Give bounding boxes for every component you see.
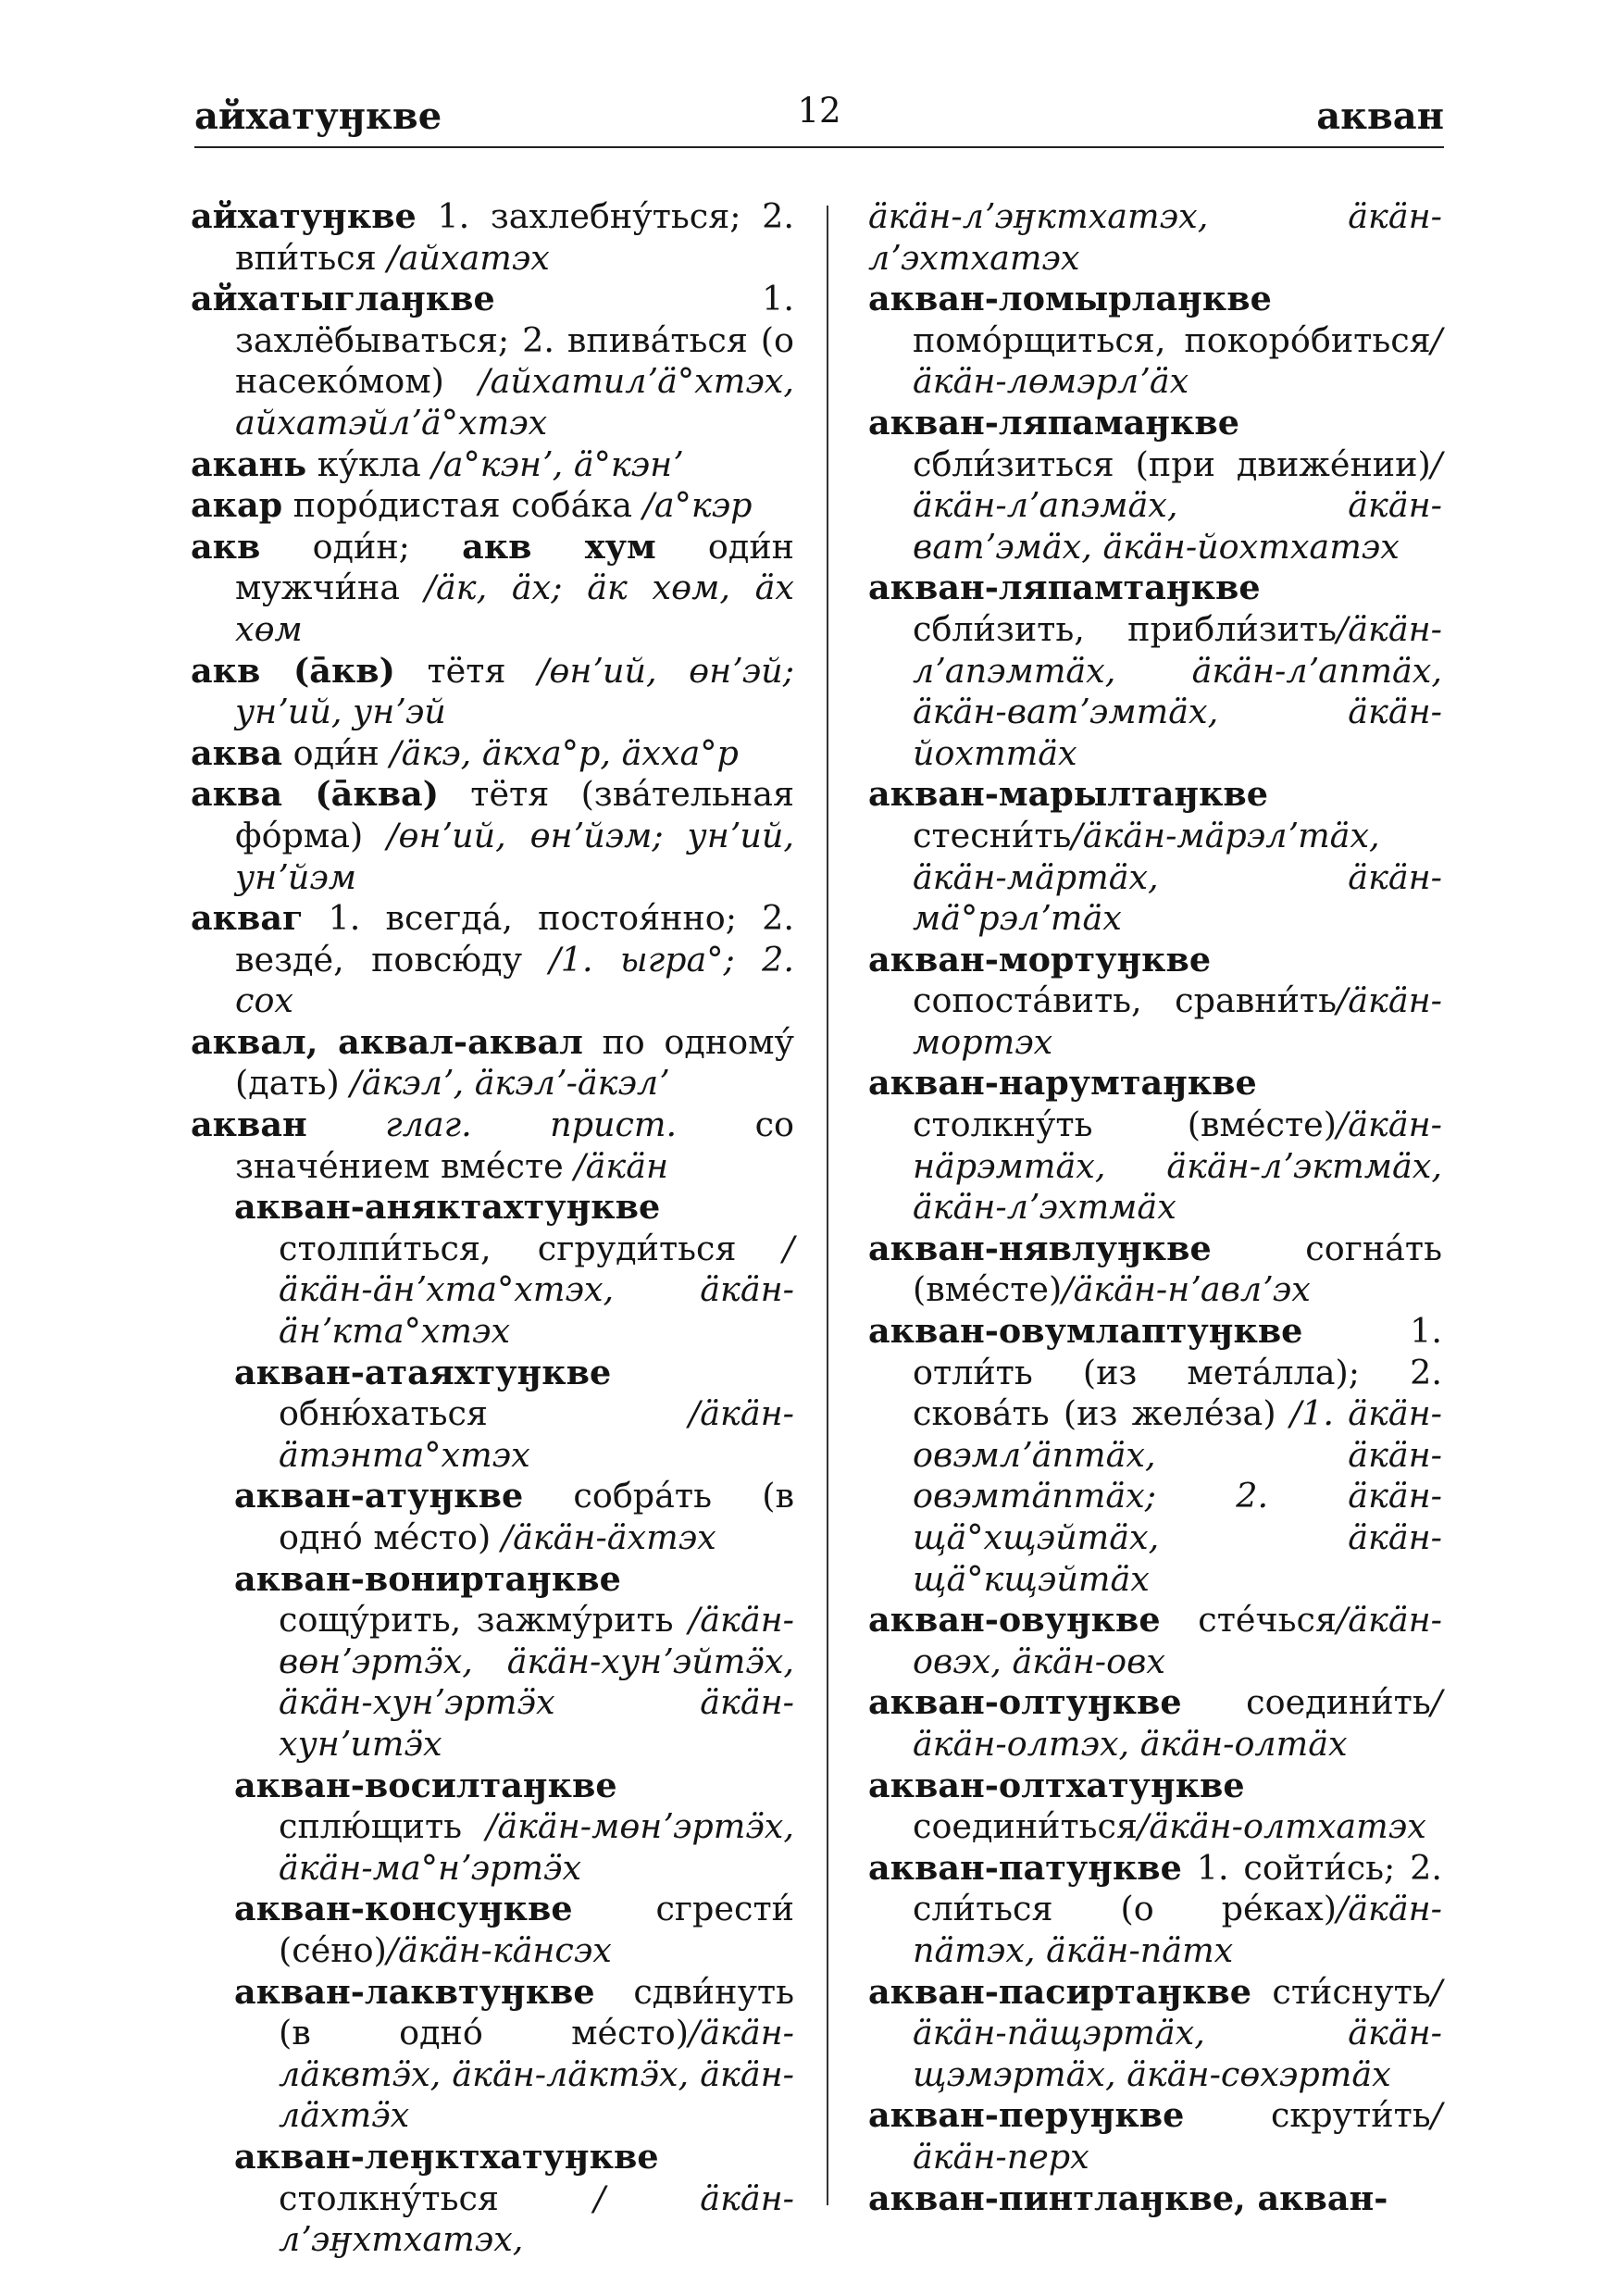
headword: акв хум	[462, 526, 656, 567]
dictionary-entry	[191, 279, 794, 443]
headword: аквал, аквал-аквал	[191, 1021, 583, 1062]
dictionary-entry	[191, 2137, 794, 2261]
definition: соедини́ть	[1181, 1682, 1431, 1723]
definition: соедини́ться	[913, 1806, 1139, 1847]
definition: ку́кла	[306, 443, 432, 484]
definition: скрути́ть	[1184, 2095, 1431, 2136]
definition: сбли́зиться (при движе́нии)	[913, 443, 1431, 484]
dictionary-entry	[191, 1889, 794, 1971]
headword: акван-леӈктхатуӈкве	[234, 2136, 659, 2177]
mansi-translation: /ӓкӓн-мӓрэлʼтӓх, ӓкӓн-мӓртӓх, ӓкӓн-мӓ°рэлʼтӓх	[913, 815, 1442, 939]
dictionary-entry	[191, 1766, 794, 1890]
definition: оди́н;	[260, 526, 463, 567]
column-divider	[827, 206, 828, 2205]
mansi-translation: /а°кэр	[642, 485, 753, 526]
definition: тётя (зва́тельная фо́рма)	[235, 774, 794, 855]
definition: 1. захлёбываться; 2. впива́ться (о насеко́мом)	[235, 279, 794, 402]
dictionary-entry	[868, 1600, 1442, 1682]
definition: сдви́нуть (в одно́ ме́сто)	[279, 1971, 794, 2053]
dictionary-entry	[191, 1022, 794, 1104]
headword: акань	[191, 443, 307, 484]
page-number: 12	[797, 91, 841, 131]
headword: акван-атаяхтуӈкве	[234, 1352, 612, 1392]
mansi-translation: /айхатилʼӓ°хтэх, айхатэйлʼӓ°хтэх	[235, 361, 794, 443]
definition: тётя	[394, 650, 539, 691]
definition: 1. отли́ть (из мета́лла); 2. скова́ть (из желе́за)	[913, 1311, 1442, 1434]
mansi-translation: /ӓкӓн-овэх, ӓкӓн-овх	[913, 1600, 1442, 1681]
headword: акван-атуӈкве	[234, 1476, 524, 1516]
page-header	[194, 89, 1444, 154]
mansi-translation: /ӓкӓн-вөнʼэртӭх, ӓкӓн-хунʼэйтӭх, ӓкӓн-хунʼэртӭх ӓкӓн-хунʼитӭх	[279, 1600, 794, 1764]
mansi-translation: / ӓкӓн-лʼэӈхтхатэх,	[279, 2177, 794, 2260]
dictionary-entry	[191, 485, 794, 527]
definition: стесни́ть	[913, 815, 1072, 855]
headword: акван	[191, 1104, 307, 1145]
mansi-translation: /ӓкӓн-нʼавлʼэх	[1062, 1269, 1311, 1310]
headword: акван-пасиртаӈкве	[868, 1971, 1251, 2012]
dictionary-entry	[868, 1311, 1442, 1600]
definition: согна́ть (вме́сте)	[913, 1228, 1442, 1310]
mansi-translation: /өнʼий, өнʼйэм; унʼий, унʼйэм	[235, 815, 794, 897]
mansi-translation: /ӓкӓн-олтэх, ӓкӓн-олтӓх	[913, 1682, 1442, 1764]
dictionary-entry	[868, 774, 1442, 939]
definition: сгрести́ (се́но)	[279, 1889, 794, 1970]
dictionary-entry	[191, 1476, 794, 1558]
dictionary-entry	[191, 1353, 794, 1477]
headword: акван-олтхатуӈкве	[868, 1765, 1245, 1805]
running-head-right: акван	[1316, 94, 1444, 138]
definition: оди́н мужчи́на	[235, 526, 794, 608]
mansi-translation: /ӓкӓн-ӓтэнта°хтэх	[279, 1393, 794, 1475]
headword: акван-аняктахтуӈкве	[234, 1187, 661, 1228]
definition: сощу́рить, зажму́рить	[279, 1600, 689, 1641]
mansi-translation: /а°кэнʼ, ӓ°кэнʼ	[431, 443, 683, 484]
mansi-translation: /ӓкӓн-лӓквтӭх, ӓкӓн-лӓктӭх, ӓкӓн-лӓхтӭх	[279, 2013, 794, 2136]
definition: сплю́щить	[279, 1806, 487, 1847]
headword: акван-овумлаптуӈкве	[868, 1311, 1303, 1352]
mansi-translation: /ӓкӓн-лөмэрлʼӓх	[913, 319, 1442, 402]
mansi-translation: /өнʼий, өнʼэй; унʼий, унʼэй	[235, 650, 794, 732]
headword: аква (а̄ква)	[191, 774, 439, 815]
definition: помо́рщиться, покоро́биться	[913, 319, 1431, 360]
dictionary-entry	[868, 2178, 1442, 2220]
headword: акван-овуӈкве	[868, 1600, 1161, 1641]
headword: аква	[191, 732, 283, 773]
dictionary-entry	[191, 527, 794, 651]
dictionary-entry	[868, 1848, 1442, 1972]
dictionary-entry	[868, 940, 1442, 1064]
definition: 1. захлебну́ться; 2. впи́ться	[235, 196, 794, 278]
mansi-translation: /ӓкӓн-кӓнсэх	[386, 1929, 612, 1970]
headword: акв (а̄кв)	[191, 650, 395, 691]
mansi-translation: /ӓкӓн-ӓнʼхта°хтэх, ӓкӓн-ӓнʼкта°хтэх	[279, 1228, 794, 1352]
headword: акван-марылтаӈкве	[868, 774, 1269, 815]
headword: акван-пинтлаӈкве, акван-	[868, 2177, 1388, 2218]
definition: 1. всегда́, постоя́нно; 2. везде́, повсю́ду	[235, 898, 794, 980]
mansi-translation: /1. ӓкӓн-овэмлʼӓптӓх, ӓкӓн-овэмтӓптӓх; 2. ӓкӓн-щӓ°хщэйтӓх, ӓкӓн-щӓ°кщэйтӓх	[913, 1393, 1442, 1599]
mansi-translation: /ӓкӓн-ӓхтэх	[501, 1517, 716, 1557]
headword: акв	[191, 526, 261, 567]
running-head-left: айхатуӈкве	[194, 94, 442, 138]
dictionary-entry	[868, 403, 1442, 568]
mansi-translation: /ӓкӓн-мөнʼэртӭх, ӓкӓн-ма°нʼэртӭх	[279, 1806, 794, 1888]
mansi-translation: /ӓкӓн-пӓщэртӓх, ӓкӓн-щэмэртӓх, ӓкӓн-сөхэртӓх	[913, 1971, 1442, 2094]
dictionary-entry	[868, 1972, 1442, 2096]
definition: 1. сойти́сь; 2. сли́ться (о ре́ках)	[913, 1847, 1442, 1929]
header-rule	[194, 146, 1444, 148]
headword: акван-мортуӈкве	[868, 939, 1212, 980]
left-column	[191, 196, 794, 2261]
definition: столкну́ть (вме́сте)	[913, 1104, 1337, 1145]
dictionary-entry	[868, 279, 1442, 403]
mansi-translation: /ӓкӓн-олтхатэх	[1138, 1806, 1426, 1847]
definition: сте́чься	[1160, 1600, 1337, 1641]
headword: акван-перуӈкве	[868, 2095, 1185, 2136]
dictionary-entry	[868, 1682, 1442, 1765]
mansi-translation: ӓкӓн-лʼэӈктхатэх, ӓкӓн-лʼэхтхатэх	[868, 196, 1442, 278]
dictionary-entry	[191, 1187, 794, 1352]
definition: оди́н	[282, 732, 391, 773]
headword: акван-консуӈкве	[234, 1889, 573, 1929]
dictionary-entry	[868, 1063, 1442, 1228]
mansi-translation: /ӓкэлʼ, ӓкэлʼ-ӓкэлʼ	[350, 1063, 669, 1104]
headword: акван-нарумтаӈкве	[868, 1063, 1257, 1104]
dictionary-entry	[191, 733, 794, 775]
mansi-translation: /ӓкӓн-мортэх	[913, 980, 1442, 1062]
mansi-translation: /1. ыгра°; 2. сох	[235, 939, 794, 1021]
headword: акван-ломырлаӈкве	[868, 279, 1272, 319]
headword: акван-патуӈкве	[868, 1847, 1182, 1888]
definition: столпи́ться, сгруди́ться	[279, 1228, 783, 1268]
headword: акван-вониртаӈкве	[234, 1558, 621, 1599]
headword: акван-ляпамаӈкве	[868, 402, 1239, 443]
mansi-translation: /ӓк, ӓх; ӓк хөм, ӓх хөм	[235, 568, 795, 649]
definition: сопоста́вить, сравни́ть	[913, 980, 1337, 1021]
definition: сти́снуть	[1251, 1971, 1431, 2012]
mansi-translation: /ӓкӓн	[574, 1145, 669, 1186]
dictionary-entry	[868, 568, 1442, 774]
headword: айхатуӈкве	[191, 196, 417, 236]
dictionary-entry	[191, 898, 794, 1022]
headword: айхатыглаӈкве	[191, 279, 495, 319]
dictionary-entry	[191, 1104, 794, 1187]
definition: сбли́зить, прибли́зить	[913, 608, 1337, 649]
headword: акван-восилтаӈкве	[234, 1765, 617, 1805]
dictionary-entry	[868, 196, 1442, 279]
definition: столкну́ться	[279, 2177, 594, 2218]
mansi-translation: /ӓкэ, ӓкха°р, ӓхха°р	[390, 732, 739, 773]
definition: по одному́ (дать)	[235, 1021, 794, 1104]
definition: со значе́нием вме́сте	[235, 1104, 794, 1186]
right-column	[868, 196, 1442, 2219]
headword: акван-олтуӈкве	[868, 1682, 1182, 1723]
definition: обню́хаться	[279, 1393, 689, 1434]
mansi-translation: /ӓкӓн-лʼапэмӓх, ӓкӓн-ватʼэмӓх, ӓкӓн-йохтхатэх	[913, 443, 1442, 567]
headword: акван-нявлуӈкве	[868, 1228, 1212, 1268]
mansi-translation: /ӓкӓн-перх	[913, 2095, 1442, 2177]
headword: акар	[191, 485, 283, 526]
headword: акван-ляпамтаӈкве	[868, 568, 1261, 608]
mansi-translation: /ӓкӓн-лʼапэмтӓх, ӓкӓн-лʼаптӓх, ӓкӓн-ватʼэмтӓх, ӓкӓн-йохттӓх	[913, 608, 1442, 773]
grammar-label: глаг. прист.	[306, 1104, 678, 1145]
mansi-translation: /ӓкӓн-нӓрэмтӓх, ӓкӓн-лʼэктмӓх, ӓкӓн-лʼэхтмӓх	[913, 1104, 1442, 1228]
dictionary-entry	[868, 1229, 1442, 1311]
mansi-translation: /ӓкӓн-пӓтэх, ӓкӓн-пӓтх	[913, 1889, 1442, 1970]
headword: акван-лаквтуӈкве	[234, 1971, 595, 2012]
dictionary-entry	[868, 1766, 1442, 1848]
definition: собра́ть (в одно́ ме́сто)	[279, 1476, 794, 1557]
dictionary-entry	[191, 1559, 794, 1766]
dictionary-entry	[191, 651, 794, 733]
dictionary-entry	[191, 1972, 794, 2137]
headword: акваг	[191, 898, 304, 939]
dictionary-entry	[191, 774, 794, 898]
mansi-translation: /айхатэх	[387, 237, 550, 278]
definition: поро́дистая соба́ка	[282, 485, 643, 526]
dictionary-entry	[191, 444, 794, 486]
dictionary-entry	[191, 196, 794, 279]
dictionary-entry	[868, 2095, 1442, 2177]
